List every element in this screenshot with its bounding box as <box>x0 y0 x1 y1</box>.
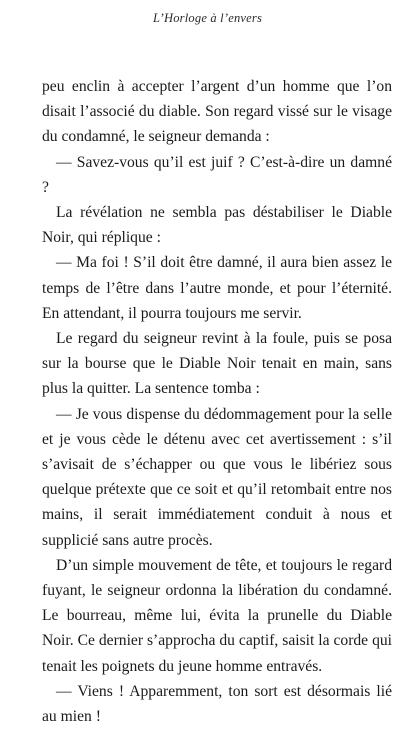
running-header-title: L’Horloge à l’envers <box>152 11 263 25</box>
paragraph-8: — Viens ! Apparemment, ton sort est désormais lié au mien ! <box>42 682 392 726</box>
body-text <box>42 74 392 729</box>
paragraph-4: — Ma foi ! S’il doit être damné, il aura bien assez le temps de l’être dans l’autre monde, et pour l’éternité. En attendant, il pourra toujours me servir. <box>42 254 392 322</box>
paragraph-6: — Je vous dispense du dédommagement pour la selle et je vous cède le détenu avec cet avertissement : s’il s’avisait de s’échapper ou que vous le libériez sous quelque prétexte que ce soit et qu’il retombait entre nos mains, il serait immédiatement conduit à nous et supplicié sans autre procès. <box>42 405 392 549</box>
paragraph-1: peu enclin à accepter l’argent d’un homme que l’on disait l’associé du diable. Son regard vissé sur le visage du condamné, le seigneur demanda : <box>42 78 392 146</box>
paragraph-3: La révélation ne sembla pas déstabiliser le Diable Noir, qui réplique : <box>42 204 392 247</box>
paragraph-5: Le regard du seigneur revint à la foule, puis se posa sur la bourse que le Diable Noir tenait en main, sans plus la quitter. La sentence tomba : <box>42 330 392 398</box>
paragraph-7: D’un simple mouvement de tête, et toujours le regard fuyant, le seigneur ordonna la libération du condamné. Le bourreau, même lui, évita la prunelle du Diable Noir. Ce dernier s’approcha du captif, saisit la corde qui tenait les poignets du jeune homme entravés. <box>42 556 392 675</box>
paragraph-2: — Savez-vous qu’il est juif ? C’est-à-dire un damné ? <box>42 153 392 196</box>
